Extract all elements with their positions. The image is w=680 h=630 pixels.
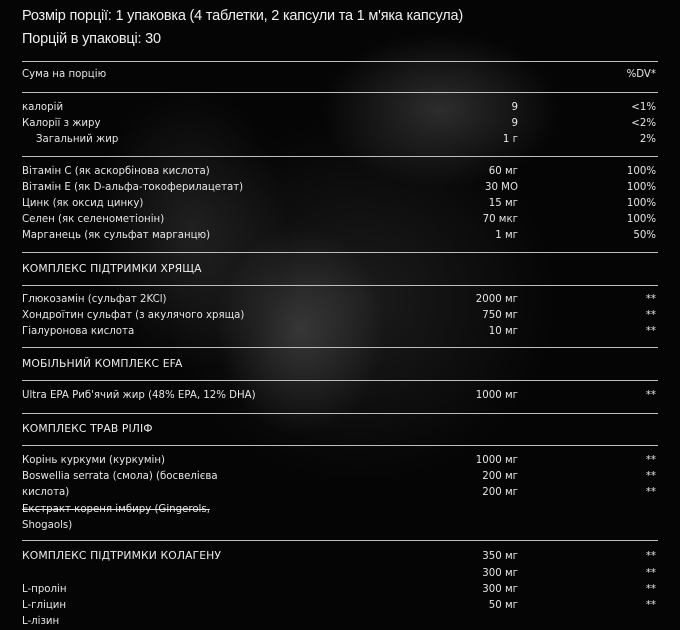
table-row: Калорії з жиру 9 <2% [22, 118, 656, 129]
ginger-extract-line1: Екстракт кореня імбиру (Gingerols, [22, 504, 210, 515]
table-row: Вітамін Е (як D-альфа-токоферилацетат) 30 МО 100% [22, 182, 656, 193]
divider [22, 285, 658, 286]
servings-per-pack: Порцій в упаковці: 30 [22, 31, 161, 47]
table-row: 300 мг ** [482, 568, 656, 579]
table-row: Марганець (як сульфат марганцю) 1 мг 50% [22, 230, 656, 241]
divider [22, 92, 658, 93]
divider [22, 347, 658, 348]
divider [22, 380, 658, 381]
dv-header: %DV* [626, 69, 656, 80]
divider [22, 413, 658, 414]
divider [22, 252, 658, 253]
table-row: 350 мг ** [482, 551, 656, 562]
table-row: калорій 9 <1% [22, 102, 656, 113]
table-row: Ultra EPA Риб'ячий жир (48% EPA, 12% DHA) 1000 мг ** [22, 390, 656, 401]
table-row: Загальний жир 1 г 2% [36, 134, 656, 145]
table-row: Boswellia serrata (смола) (босвелієва 200 мг ** [22, 471, 656, 482]
table-row: L-пролін 300 мг ** [22, 584, 656, 595]
table-row: Вітамін С (як аскорбінова кислота) 60 мг 100% [22, 166, 656, 177]
table-row: Гіалуронова кислота 10 мг ** [22, 326, 656, 337]
table-row: кислота) 200 мг ** [22, 487, 656, 498]
table-row: Хондроїтин сульфат (з акулячого хряща) 750 мг ** [22, 310, 656, 321]
divider [22, 156, 658, 157]
table-row: Цинк (як оксид цинку) 15 мг 100% [22, 198, 656, 209]
section-title-efa: МОБІЛЬНИЙ КОМПЛЕКС EFA [22, 357, 183, 370]
table-row: Селен (як селенометіонін) 70 мкг 100% [22, 214, 656, 225]
section-title-cartilage: КОМПЛЕКС ПІДТРИМКИ ХРЯЩА [22, 262, 202, 275]
section-title-herbs: КОМПЛЕКС ТРАВ РІЛІФ [22, 422, 153, 435]
table-row: Корінь куркуми (куркумін) 1000 мг ** [22, 455, 656, 466]
ginger-extract-line2: Shogaols) [22, 520, 73, 531]
table-row: Глюкозамін (сульфат 2KCl) 2000 мг ** [22, 294, 656, 305]
divider [22, 540, 658, 541]
table-header [22, 68, 658, 81]
divider [22, 61, 658, 62]
section-title-collagen: КОМПЛЕКС ПІДТРИМКИ КОЛАГЕНУ [22, 549, 222, 562]
table-row: L-лізин [22, 616, 60, 627]
amount-per-serving-label: Сума на порцію [22, 69, 107, 80]
divider [22, 445, 658, 446]
serving-size: Розмір порції: 1 упаковка (4 таблетки, 2 капсули та 1 м'яка капсула) [22, 8, 464, 24]
table-row: L-гліцин 50 мг ** [22, 600, 656, 611]
